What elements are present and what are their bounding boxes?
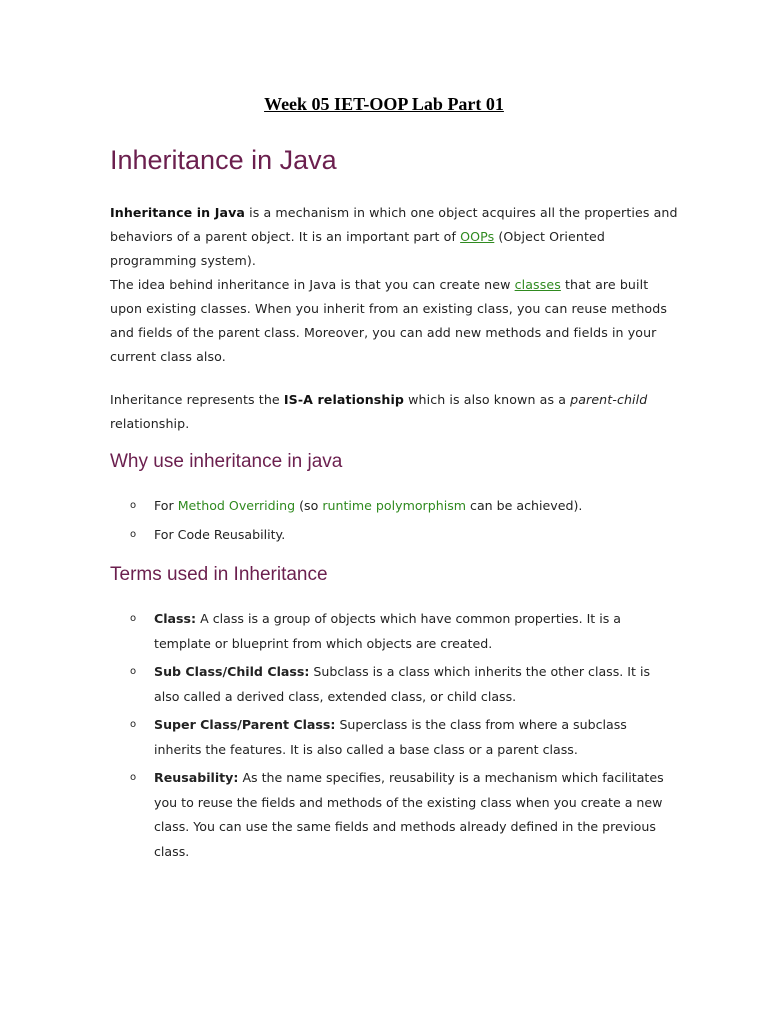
terms-list: [130, 607, 675, 868]
intro-paragraph: [110, 201, 680, 369]
intro-text-1: is a mechanism in which one object acquires all the properties and behaviors of a parent object. It is an important part of: [110, 205, 678, 244]
bullet-marker: o: [130, 666, 137, 677]
term-label: Class:: [154, 611, 197, 626]
isa-text-2: which is also known as a: [404, 392, 571, 407]
bullet-marker: o: [130, 613, 137, 624]
isa-text-3: relationship.: [110, 416, 190, 431]
isa-paragraph: [110, 388, 680, 436]
page-title: Week 05 IET-OOP Lab Part 01: [264, 94, 504, 114]
oops-link[interactable]: OOPs: [460, 229, 495, 244]
term-description: As the name specifies, reusability is a mechanism which facilitates you to reuse the fields and methods of the existing class when you create a new class. You can use the same fields and methods already defined in the previous class.: [154, 770, 664, 859]
list-item: [130, 766, 675, 864]
list-item: [130, 494, 675, 519]
list-item: [130, 713, 675, 762]
term-description: Superclass is the class from where a subclass inherits the features. It is also called a base class or a parent class.: [154, 717, 627, 757]
idea-text-2: that are built upon existing classes. When you inherit from an existing class, you can reuse methods and fields of the parent class. Moreover, you can add new methods and fields in your current class also.: [110, 277, 667, 364]
term-label: Super Class/Parent Class:: [154, 717, 336, 732]
bullet-marker: o: [130, 772, 137, 783]
main-heading: Inheritance in Java: [110, 145, 337, 175]
list-item: [130, 660, 675, 709]
why-item1-suffix: can be achieved).: [466, 498, 583, 513]
bullet-marker: o: [130, 528, 137, 540]
term-description: A class is a group of objects which have common properties. It is a template or blueprint from which objects are created.: [154, 611, 622, 651]
runtime-polymorphism-link[interactable]: runtime polymorphism: [322, 498, 467, 513]
list-item: [130, 607, 675, 656]
term-label: Sub Class/Child Class:: [154, 664, 310, 679]
isa-bold: IS-A relationship: [283, 392, 405, 407]
classes-link[interactable]: classes: [514, 277, 561, 292]
terms-heading: Terms used in Inheritance: [110, 564, 328, 585]
why-item2: For Code Reusability.: [154, 526, 286, 542]
isa-text-1: Inheritance represents the: [110, 392, 284, 407]
term-description: Subclass is a class which inherits the other class. It is also called a derived class, extended class, or child class.: [154, 664, 651, 704]
term-label: Reusability:: [154, 770, 239, 785]
why-list: [130, 494, 675, 551]
why-item1-prefix: For: [154, 498, 178, 513]
method-overriding-link[interactable]: Method Overriding: [177, 498, 296, 513]
bullet-marker: o: [130, 719, 137, 730]
why-heading: Why use inheritance in java: [110, 451, 343, 472]
bullet-marker: o: [130, 500, 137, 511]
intro-term: Inheritance in Java: [110, 205, 246, 220]
isa-italic: parent-child: [570, 392, 648, 407]
idea-text-1: The idea behind inheritance in Java is that you can create new: [110, 277, 515, 292]
intro-text-2: (Object Oriented programming system).: [110, 229, 605, 268]
why-item1-mid: (so: [295, 498, 323, 513]
list-item: [130, 523, 675, 548]
